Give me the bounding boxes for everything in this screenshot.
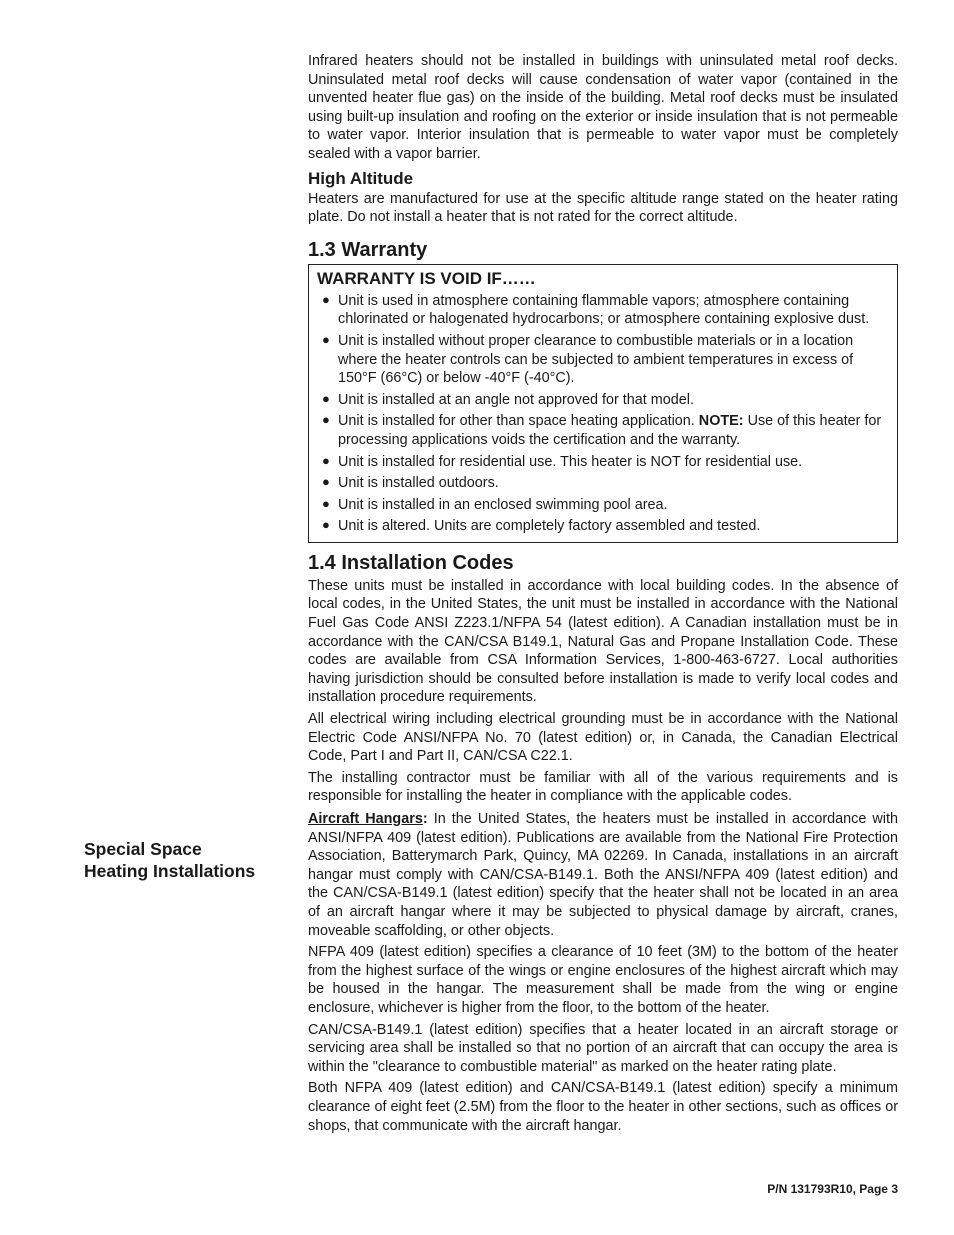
special-space-paragraph: Both NFPA 409 (latest edition) and CAN/CSA-B149.1 (latest edition) specify a minimum clearance of eight feet (2.5M) from the floor to the heater in other sections, such as offices or shops, that communicate with the aircraft hangar. [308, 1080, 898, 1134]
high-altitude-text: Heaters are manufactured for use at the specific altitude range stated on the heater rating plate. Do not install a heater that is not rated for the correct altitude. [308, 190, 898, 226]
warranty-list [317, 292, 889, 536]
bullet-icon: ● [322, 495, 330, 511]
bullet-icon: ● [322, 452, 330, 468]
aircraft-hangars-paragraph: Aircraft Hangars: In the United States, the heaters must be installed in accordance with ANSI/NFPA 409 (latest edition). Publications are available from the National Fire Protection Association, Batterymarch Park, Quincy, MA 02269. In Canada, installations in an aircraft hangar must comply with CAN/CSA-B149.1. Both the ANSI/NFPA 409 (latest edition) and the CAN/CSA-B149.1 (latest edition) specify that the heater shall not be located in an area of an aircraft hangar where it may be subjected to physical damage by aircraft, cranes, moveable scaffolding, or other objects. [308, 811, 899, 939]
warranty-item: ● Unit is altered. Units are completely factory assembled and tested. [322, 517, 761, 535]
installation-codes-paragraph: The installing contractor must be familiar with all of the various requirements and is responsible for installing the heater in compliance with the applicable codes. [308, 769, 898, 805]
warranty-item: ● Unit is installed without proper clearance to combustible materials or in a location where the heater controls can be subjected to ambient temperatures in excess of 150°F (66°C) or below -40°F (-40°C). [322, 331, 854, 387]
bullet-icon: ● [322, 474, 330, 490]
warranty-heading: 1.3 Warranty [308, 238, 428, 261]
warranty-item: ● Unit is installed for other than space heating application. NOTE: Use of this heater for processing applications voids the certification and the warranty. [322, 412, 882, 448]
special-space-paragraph: NFPA 409 (latest edition) specifies a clearance of 10 feet (3M) to the bottom of the heater from the highest surface of the wings or engine enclosures of the highest aircraft which may be housed in the hangar. The measurement shall be made from the wing or engine enclosure, whichever is higher from the floor, to the bottom of the heater. [308, 944, 898, 1016]
warranty-box [308, 264, 898, 543]
special-space-side-heading: Special Space Heating Installations [84, 839, 256, 881]
installation-codes-paragraph: These units must be installed in accordance with local building codes. In the absence of local codes, in the United States, the unit must be installed in accordance with the National Fuel Gas Code ANSI Z223.1/NFPA 54 (latest edition). A Canadian installation must be in accordance with the CAN/CSA B149.1, Natural Gas and Propane Installation Code. These codes are available from CSA Information Services, 1-800-463-6727. Local authorities having jurisdiction should be consulted before installation is made to verify local codes and installation procedure requirements. [308, 577, 898, 706]
bullet-icon: ● [322, 412, 330, 428]
warranty-item: ● Unit is used in atmosphere containing flammable vapors; atmosphere containing chlorinated or halogenated hydrocarbons; or atmosphere containing explosive dust. [322, 291, 870, 328]
installation-codes-paragraph: All electrical wiring including electrical grounding must be in accordance with the National Electric Code ANSI/NFPA No. 70 (latest edition) or, in Canada, the Canadian Electrical Code, Part I and Part II, CAN/CSA C22.1. [308, 711, 898, 765]
high-altitude-heading: High Altitude [308, 168, 414, 188]
aircraft-hangars-text: In the United States, the heaters must be installed in accordance with ANSI/NFPA 409 (latest edition). Publications are available from the National Fire Protection Association, Batterymarch Park, Quincy, MA 02269. In Canada, installations in an aircraft hangar must comply with CAN/CSA-B149.1. Both the ANSI/NFPA 409 (latest edition) and the CAN/CSA-B149.1 (latest edition) specify that the heater shall not be located in an area of an aircraft hangar where it may be subjected to physical damage by aircraft, cranes, moveable scaffolding, or other objects. [308, 811, 899, 939]
warranty-box-title: WARRANTY IS VOID IF…… [317, 268, 536, 288]
bullet-icon: ● [322, 390, 330, 406]
warranty-item: ● Unit is installed for residential use. This heater is NOT for residential use. [322, 452, 803, 470]
note-label: NOTE: [698, 413, 744, 430]
intro-paragraph: Infrared heaters should not be installed in buildings with uninsulated metal roof decks. Uninsulated metal roof decks will cause condensation of water vapor (contained in the unvented heater flue gas) on the inside of the building. Metal roof decks must be insulated using built-up insulation and roofing on the exterior or inside insulation that is not permeable to water vapor. Interior insulation that is permeable to water vapor must be completely sealed with a vapor barrier. [308, 53, 898, 162]
page-footer: P/N 131793R10, Page 3 [767, 1182, 898, 1196]
bullet-icon: ● [322, 331, 330, 347]
warranty-item: ● Unit is installed at an angle not approved for that model. [322, 390, 694, 408]
warranty-item: ● Unit is installed in an enclosed swimming pool area. [322, 495, 668, 513]
special-space-paragraph: CAN/CSA-B149.1 (latest edition) specifies that a heater located in an aircraft storage or servicing area shall be installed so that no portion of an aircraft that can occupy the area is within the "clearance to combustible material" as marked on the heater rating plate. [308, 1021, 898, 1075]
note-text: Use of this heater for processing applications voids the certification and the warranty. [338, 413, 882, 448]
installation-codes-heading: 1.4 Installation Codes [308, 551, 514, 574]
bullet-icon: ● [322, 517, 330, 533]
aircraft-hangars-label: Aircraft Hangars [308, 811, 423, 827]
bullet-icon: ● [322, 291, 330, 307]
warranty-item: ● Unit is installed outdoors. [322, 474, 499, 492]
main-column [308, 52, 898, 1138]
